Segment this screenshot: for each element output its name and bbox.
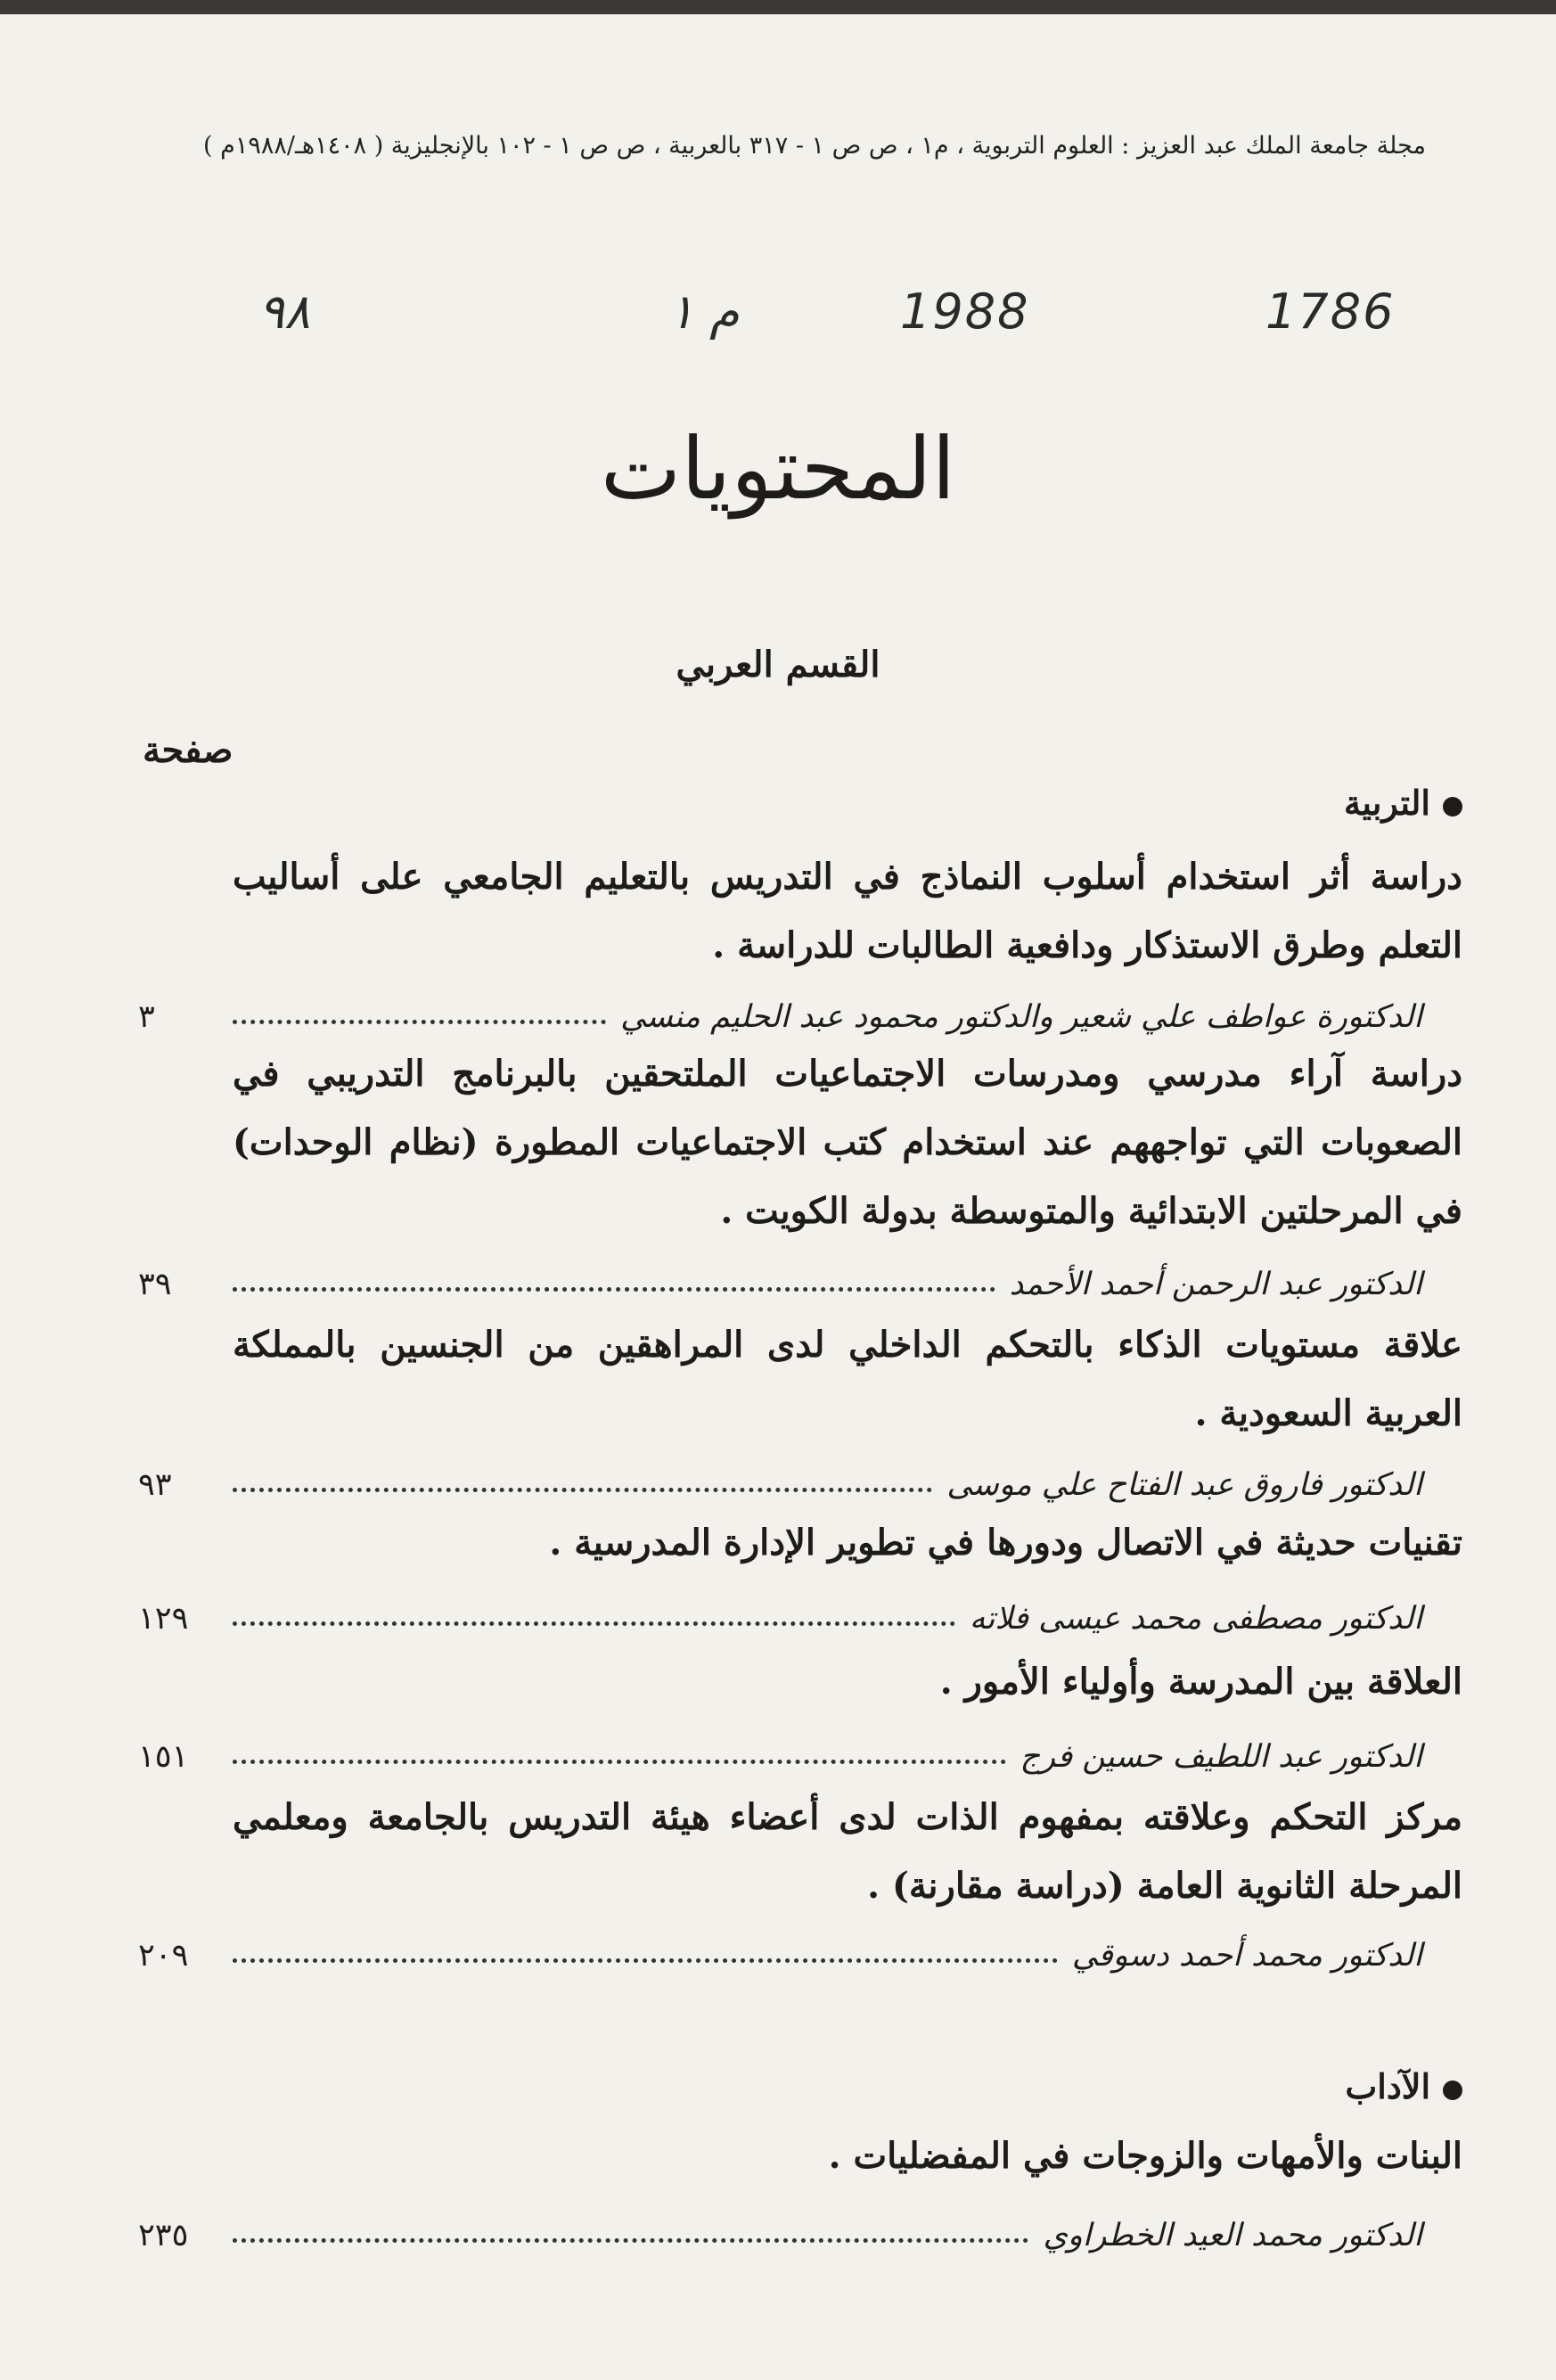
author-row xyxy=(138,1587,1422,1637)
journal-header: مجلة جامعة الملك عبد العزيز : العلوم التربوية ، م١ ، ص ص ١ - ٣١٧ بالعربية ، ص ص ١ - ١٠٢ بالإنجليزية ( ١٤٠٨هـ/١٩٨٨م ) xyxy=(202,132,1426,160)
category-heading xyxy=(928,2066,1462,2106)
page-number: ١٥١ xyxy=(138,1739,189,1775)
article-title: دراسة آراء مدرسي ومدرسات الاجتماعيات الملتحقين بالبرنامج التدريبي في الصعوبات التي تواجههم عند استخدام كتب الاجتماعيات المطورة (نظام الوحدات) في المرحلتين الابتدائية والمتوسطة بدولة الكويت . xyxy=(233,1053,1462,1232)
handwritten-note: 1988 xyxy=(900,283,1030,340)
article-author: الدكتور محمد أحمد دسوقي xyxy=(1071,1938,1422,1974)
article-author: الدكتور فاروق عبد الفتاح علي موسى xyxy=(946,1467,1422,1503)
dot-leader xyxy=(233,1621,955,1626)
handwritten-notes xyxy=(258,283,1417,373)
category-name: التربية xyxy=(1344,783,1430,823)
page-number: ٢٣٥ xyxy=(138,2218,189,2253)
article-title: دراسة أثر استخدام أسلوب النماذج في التدريس بالتعليم الجامعي على أساليب التعلم وطرق الاستذكار ودافعية الطالبات للدراسة . xyxy=(233,856,1462,966)
author-row xyxy=(138,1453,1422,1503)
section-title: القسم العربي xyxy=(676,644,880,685)
article-author: الدكتور محمد العيد الخطراوي xyxy=(1043,2218,1422,2253)
dot-leader xyxy=(233,1760,1006,1764)
bullet-icon xyxy=(1443,2080,1462,2100)
bullet-icon xyxy=(1443,797,1462,817)
article-title: البنات والأمهات والزوجات في المفضليات . xyxy=(828,2135,1462,2177)
article-author: الدكتورة عواطف علي شعير والدكتور محمود عبد الحليم منسي xyxy=(620,999,1422,1035)
dot-leader xyxy=(233,2238,1028,2243)
article-author: الدكتور عبد اللطيف حسين فرج xyxy=(1020,1739,1422,1775)
page-number: ٢٠٩ xyxy=(138,1938,189,1974)
dot-leader xyxy=(233,1287,995,1292)
author-row xyxy=(138,2204,1422,2253)
article-author: الدكتور مصطفى محمد عيسى فلاته xyxy=(969,1601,1422,1637)
page-number: ٣٩ xyxy=(138,1267,172,1302)
page-number: ٣ xyxy=(138,999,155,1035)
dot-leader xyxy=(233,1488,932,1492)
article-title: تقنيات حديثة في الاتصال ودورها في تطوير الإدارة المدرسية . xyxy=(549,1522,1462,1563)
page-number: ١٢٩ xyxy=(138,1601,189,1637)
dot-leader xyxy=(233,1020,606,1024)
article-title: علاقة مستويات الذكاء بالتحكم الداخلي لدى المراهقين من الجنسين بالمملكة العربية السعودية . xyxy=(233,1324,1462,1434)
handwritten-note: م ١ xyxy=(668,283,740,340)
article-title: العلاقة بين المدرسة وأولياء الأمور . xyxy=(939,1661,1462,1703)
author-row xyxy=(138,1924,1422,1974)
handwritten-note: 1786 xyxy=(1265,283,1396,340)
dot-leader xyxy=(233,1958,1058,1963)
category-name: الآداب xyxy=(1345,2066,1430,2106)
author-row xyxy=(138,1252,1422,1302)
author-row xyxy=(138,985,1422,1035)
category-heading xyxy=(928,783,1462,823)
article-title: مركز التحكم وعلاقته بمفهوم الذات لدى أعضاء هيئة التدريس بالجامعة ومعلمي المرحلة الثانوية العامة (دراسة مقارنة) . xyxy=(233,1796,1462,1907)
page-column-label: صفحة xyxy=(143,729,233,771)
page-title: المحتويات xyxy=(600,419,956,519)
article-author: الدكتور عبد الرحمن أحمد الأحمد xyxy=(1009,1267,1422,1302)
handwritten-note: ٩٨ xyxy=(258,283,311,340)
author-row xyxy=(138,1725,1422,1775)
page-number: ٩٣ xyxy=(138,1467,172,1503)
